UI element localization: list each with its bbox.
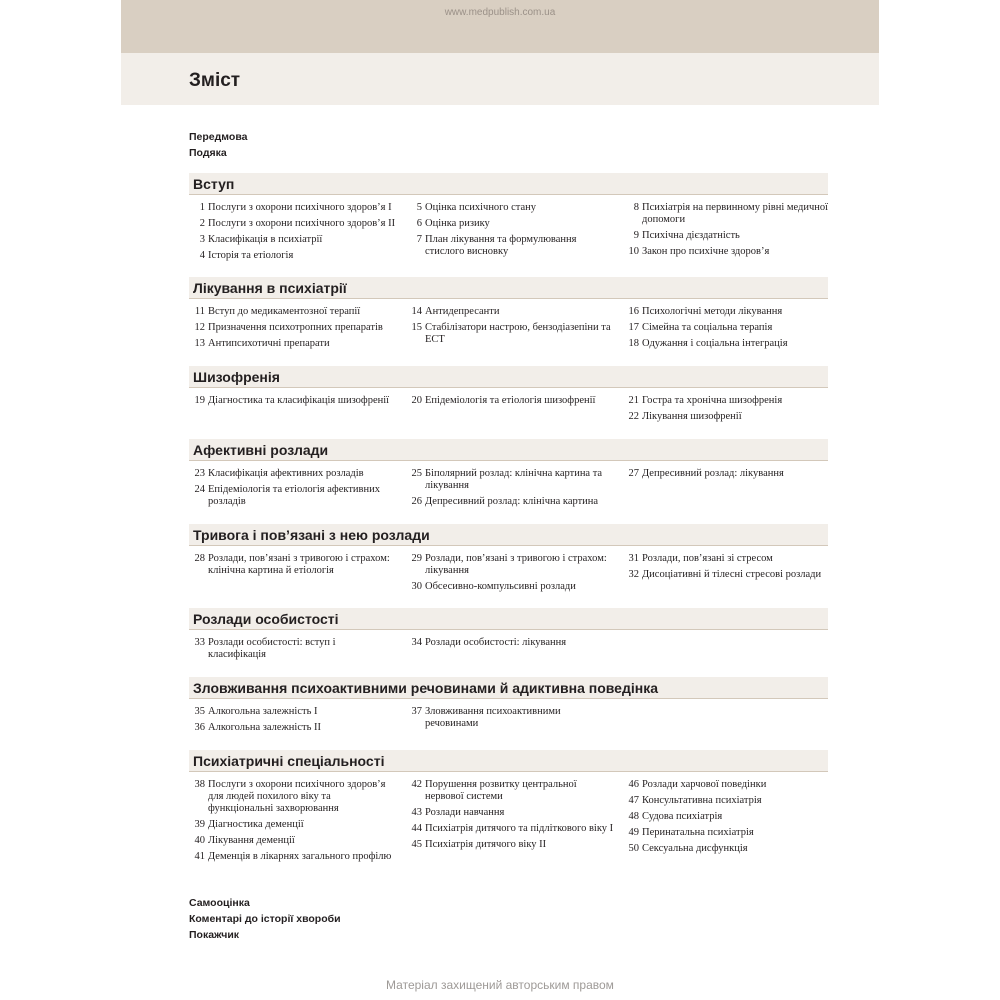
toc-entry[interactable] [406, 322, 614, 346]
section-column [623, 468, 833, 484]
section-column [406, 468, 614, 512]
chapter-title: План лікування та формулювання стислого висновку [425, 234, 577, 257]
chapter-title: Стабілізатори настрою, бензодіазепіни та ЕСТ [425, 322, 611, 345]
chapter-number: 47 [628, 795, 639, 806]
site-url: www.medpublish.com.ua [444, 7, 556, 18]
section-header [189, 750, 828, 772]
toc-entry[interactable] [406, 807, 614, 819]
section-column [623, 553, 833, 585]
chapter-title: Діагностика та класифікація шизофренії [208, 395, 390, 406]
chapter-number: 13 [194, 338, 205, 349]
section-column [406, 395, 614, 411]
chapter-number: 43 [411, 807, 422, 818]
chapter-title: Розлади, пов’язані зі стресом [642, 553, 773, 564]
chapter-number: 9 [633, 230, 639, 241]
chapter-number: 28 [194, 553, 205, 564]
chapter-number: 14 [411, 306, 422, 317]
back-matter-item[interactable]: Коментарі до історії хвороби [189, 913, 341, 925]
section-column [406, 202, 614, 262]
chapter-number: 41 [194, 851, 205, 862]
section-column [406, 637, 614, 653]
chapter-number: 18 [628, 338, 639, 349]
chapter-number: 10 [628, 246, 639, 257]
front-matter [189, 129, 248, 161]
title-band [121, 53, 879, 105]
chapter-title: Епідеміологія та етіологія афективних розладів [208, 484, 380, 507]
chapter-number: 48 [628, 811, 639, 822]
toc-entry[interactable] [189, 779, 396, 815]
section-column [623, 202, 833, 262]
chapter-number: 39 [194, 819, 205, 830]
toc-entry[interactable] [406, 468, 614, 492]
chapter-number: 20 [411, 395, 422, 406]
chapter-title: Класифікація афективних розладів [208, 468, 364, 479]
toc-entry[interactable] [623, 795, 833, 807]
chapter-title: Розлади харчової поведінки [642, 779, 767, 790]
copyright-footer: Матеріал захищений авторським правом [386, 978, 614, 992]
chapter-number: 45 [411, 839, 422, 850]
chapter-number: 31 [628, 553, 639, 564]
section-title: Тривога і пов’язані з нею розлади [193, 527, 430, 543]
toc-entry[interactable] [406, 581, 614, 593]
chapter-title: Сімейна та соціальна терапія [642, 322, 773, 333]
chapter-title: Оцінка психічного стану [425, 202, 537, 213]
toc-entry[interactable] [623, 306, 833, 318]
chapter-number: 40 [194, 835, 205, 846]
toc-entry[interactable] [623, 230, 833, 242]
chapter-title: Розлади, пов’язані з тривогою і страхом: клінічна картина й етіологія [208, 553, 390, 576]
chapter-title: Алкогольна залежність II [208, 722, 321, 733]
section-header [189, 677, 828, 699]
chapter-number: 19 [194, 395, 205, 406]
chapter-number: 30 [411, 581, 422, 592]
section-column [189, 553, 396, 581]
toc-entry[interactable] [189, 234, 396, 246]
chapter-number: 2 [199, 218, 205, 229]
chapter-number: 21 [628, 395, 639, 406]
chapter-title: Вступ до медикаментозної терапії [208, 306, 361, 317]
chapter-number: 49 [628, 827, 639, 838]
chapter-title: Послуги з охорони психічного здоров’я II [208, 218, 396, 229]
toc-entry[interactable] [406, 823, 614, 835]
chapter-number: 5 [416, 202, 422, 213]
front-matter-item[interactable]: Передмова [189, 131, 248, 143]
toc-entry[interactable] [623, 338, 833, 350]
toc-entry[interactable] [189, 722, 396, 734]
toc-entry[interactable] [623, 811, 833, 823]
chapter-number: 50 [628, 843, 639, 854]
chapter-title: Психіатрія дитячого та підліткового віку I [425, 823, 614, 834]
chapter-title: Депресивний розлад: лікування [642, 468, 784, 479]
chapter-number: 8 [633, 202, 639, 213]
chapter-title: Діагностика деменції [208, 819, 304, 830]
toc-entry[interactable] [623, 468, 833, 480]
chapter-title: Призначення психотропних препаратів [208, 322, 383, 333]
section-title: Зловживання психоактивними речовинами й адиктивна поведінка [193, 680, 658, 696]
toc-entry[interactable] [406, 496, 614, 508]
header-band [121, 0, 879, 53]
section-column [189, 706, 396, 738]
chapter-number: 12 [194, 322, 205, 333]
chapter-number: 42 [411, 779, 422, 790]
chapter-title: Депресивний розлад: клінічна картина [425, 496, 599, 507]
chapter-number: 7 [416, 234, 422, 245]
toc-entry[interactable] [406, 779, 614, 803]
toc-entry[interactable] [406, 637, 614, 649]
chapter-title: Розлади особистості: вступ і класифікація [208, 637, 336, 660]
chapter-number: 23 [194, 468, 205, 479]
chapter-number: 6 [416, 218, 422, 229]
chapter-title: Деменція в лікарнях загального профілю [208, 851, 392, 862]
toc-entry[interactable] [189, 218, 396, 230]
section-column [189, 202, 396, 266]
chapter-number: 38 [194, 779, 205, 790]
toc-entry[interactable] [189, 484, 396, 508]
chapter-number: 35 [194, 706, 205, 717]
section-header [189, 277, 828, 299]
chapter-number: 1 [199, 202, 205, 213]
toc-entry[interactable] [623, 843, 833, 855]
chapter-title: Класифікація в психіатрії [208, 234, 323, 245]
toc-entry[interactable] [406, 706, 614, 730]
chapter-title: Психологічні методи лікування [642, 306, 783, 317]
toc-entry[interactable] [623, 553, 833, 565]
chapter-title: Епідеміологія та етіологія шизофренії [425, 395, 596, 406]
section-title: Розлади особистості [193, 611, 339, 627]
chapter-title: Оцінка ризику [425, 218, 490, 229]
chapter-title: Антипсихотичні препарати [208, 338, 330, 349]
section-column [406, 706, 614, 734]
chapter-title: Послуги з охорони психічного здоров’я I [208, 202, 392, 213]
section-column [406, 553, 614, 597]
chapter-number: 46 [628, 779, 639, 790]
chapter-number: 24 [194, 484, 205, 495]
toc-entry[interactable] [406, 306, 614, 318]
chapter-title: Біполярний розлад: клінічна картина та лікування [425, 468, 603, 491]
section-header [189, 173, 828, 195]
section-title: Лікування в психіатрії [193, 280, 347, 296]
chapter-number: 4 [199, 250, 205, 261]
toc-entry[interactable] [189, 338, 396, 350]
chapter-title: Лікування деменції [208, 835, 295, 846]
toc-entry[interactable] [406, 839, 614, 851]
chapter-number: 33 [194, 637, 205, 648]
chapter-title: Психіатрія дитячого віку II [425, 839, 547, 850]
toc-entry[interactable] [406, 395, 614, 407]
front-matter-item[interactable]: Подяка [189, 147, 227, 159]
toc-entry[interactable] [189, 637, 396, 661]
section-column [189, 637, 396, 665]
chapter-title: Консультативна психіатрія [642, 795, 762, 806]
chapter-number: 27 [628, 468, 639, 479]
chapter-title: Судова психіатрія [642, 811, 723, 822]
section-header [189, 608, 828, 630]
chapter-title: Порушення розвитку центральної нервової системи [425, 779, 577, 802]
section-column [189, 779, 396, 867]
toc-entry[interactable] [406, 202, 614, 214]
toc-entry[interactable] [189, 250, 396, 262]
chapter-title: Послуги з охорони психічного здоров’я для людей похилого віку та функціональні захворювання [208, 779, 386, 814]
chapter-number: 29 [411, 553, 422, 564]
chapter-title: Перинатальна психіатрія [642, 827, 754, 838]
chapter-title: Психіатрія на первинному рівні медичної допомоги [642, 202, 829, 225]
back-matter-item[interactable]: Покажчик [189, 929, 240, 941]
chapter-title: Обсесивно-компульсивні розлади [425, 581, 576, 592]
toc-entry[interactable] [189, 553, 396, 577]
toc-entry[interactable] [623, 246, 833, 258]
chapter-number: 32 [628, 569, 639, 580]
section-header [189, 524, 828, 546]
section-column [623, 395, 833, 427]
chapter-title: Одужання і соціальна інтеграція [642, 338, 788, 349]
section-header [189, 366, 828, 388]
toc-entry[interactable] [189, 468, 396, 480]
chapter-title: Розлади особистості: лікування [425, 637, 567, 648]
chapter-title: Антидепресанти [425, 306, 500, 317]
section-column [623, 779, 833, 859]
section-title: Афективні розлади [193, 442, 329, 458]
chapter-number: 36 [194, 722, 205, 733]
toc-entry[interactable] [623, 827, 833, 839]
chapter-title: Психічна дієздатність [642, 230, 740, 241]
toc-entry[interactable] [623, 395, 833, 407]
toc-entry[interactable] [189, 819, 396, 831]
toc-entry[interactable] [189, 202, 396, 214]
chapter-title: Сексуальна дисфункція [642, 843, 748, 854]
chapter-title: Алкогольна залежність I [208, 706, 318, 717]
section-title: Психіатричні спеціальності [193, 753, 385, 769]
back-matter [189, 895, 341, 943]
chapter-title: Історія та етіологія [208, 250, 294, 261]
toc-entry[interactable] [406, 218, 614, 230]
toc-entry[interactable] [406, 553, 614, 577]
toc-entry[interactable] [189, 306, 396, 318]
section-column [406, 306, 614, 350]
section-header [189, 439, 828, 461]
chapter-title: Дисоціативні й тілесні стресові розлади [642, 569, 822, 580]
back-matter-item[interactable]: Самооцінка [189, 897, 250, 909]
chapter-number: 15 [411, 322, 422, 333]
toc-entry[interactable] [189, 706, 396, 718]
chapter-number: 26 [411, 496, 422, 507]
toc-entry[interactable] [623, 569, 833, 581]
toc-entry[interactable] [406, 234, 614, 258]
chapter-title: Зловживання психоактивними речовинами [425, 706, 561, 729]
chapter-number: 37 [411, 706, 422, 717]
chapter-title: Закон про психічне здоров’я [642, 246, 770, 257]
chapter-number: 11 [194, 306, 205, 317]
toc-entry[interactable] [189, 851, 396, 863]
chapter-number: 17 [628, 322, 639, 333]
chapter-number: 34 [411, 637, 422, 648]
toc-entry[interactable] [623, 779, 833, 791]
toc-entry[interactable] [623, 202, 833, 226]
section-column [189, 468, 396, 512]
chapter-title: Розлади навчання [425, 807, 505, 818]
section-column [623, 306, 833, 354]
section-column [406, 779, 614, 855]
toc-entry[interactable] [623, 322, 833, 334]
toc-entry[interactable] [189, 835, 396, 847]
toc-entry[interactable] [189, 322, 396, 334]
toc-entry[interactable] [189, 395, 396, 407]
chapter-number: 25 [411, 468, 422, 479]
section-title: Вступ [193, 176, 235, 192]
chapter-title: Гостра та хронічна шизофренія [642, 395, 783, 406]
toc-entry[interactable] [623, 411, 833, 423]
section-column [189, 395, 396, 411]
section-title: Шизофренія [193, 369, 280, 385]
section-column [189, 306, 396, 354]
chapter-number: 44 [411, 823, 422, 834]
page-title: Зміст [189, 70, 241, 91]
chapter-number: 3 [199, 234, 205, 245]
chapter-title: Лікування шизофренії [642, 411, 742, 422]
chapter-number: 22 [628, 411, 639, 422]
chapter-number: 16 [628, 306, 639, 317]
chapter-title: Розлади, пов’язані з тривогою і страхом: лікування [425, 553, 607, 576]
